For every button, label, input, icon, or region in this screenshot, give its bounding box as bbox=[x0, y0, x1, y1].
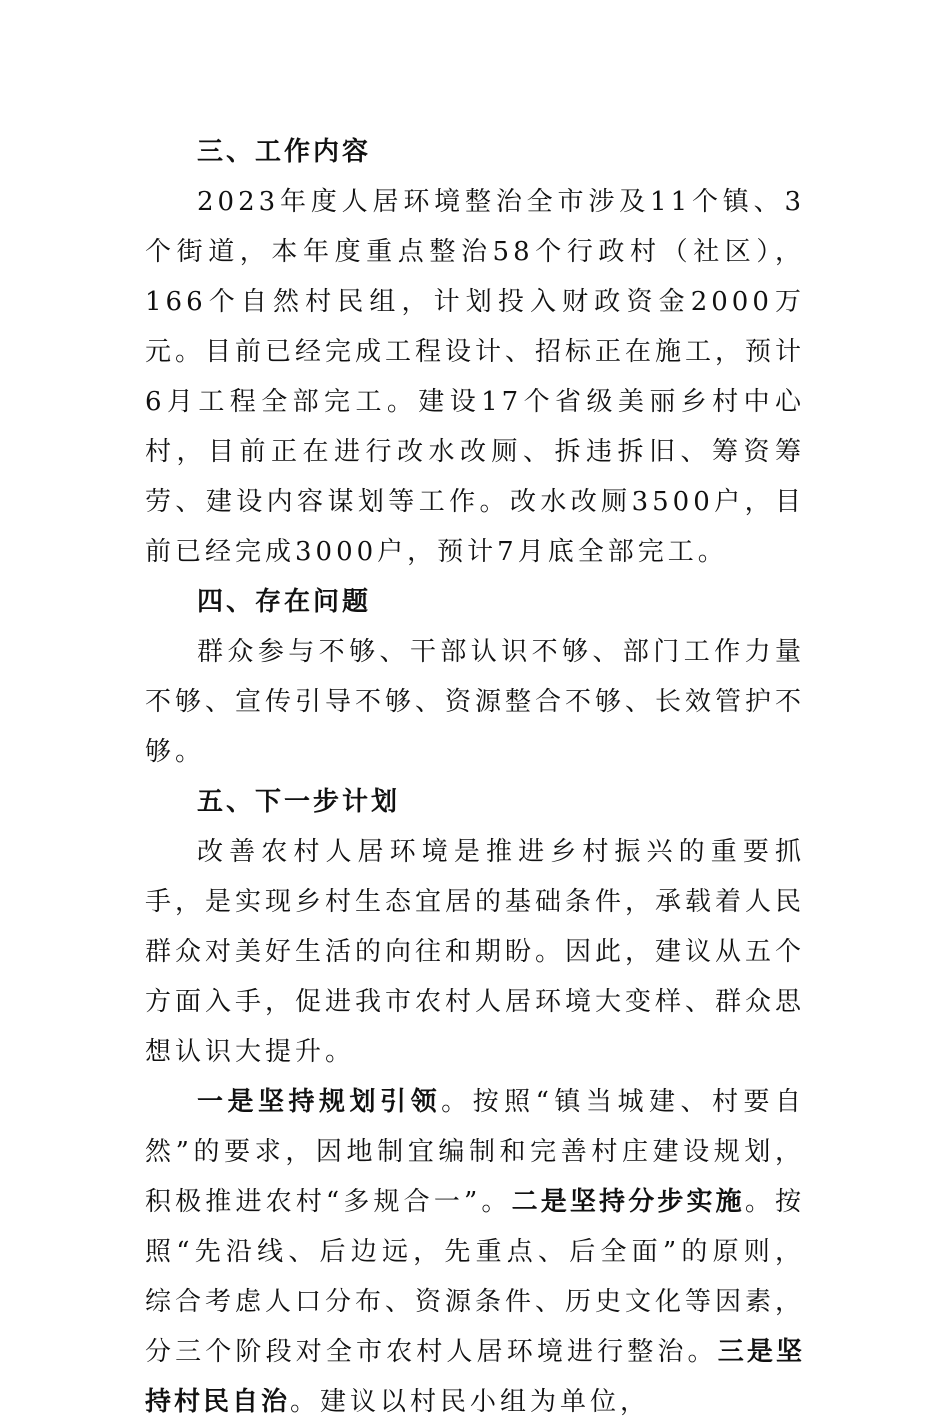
paragraph-problems: 群众参与不够、干部认识不够、部门工作力量不够、宣传引导不够、资源整合不够、长效管护不够。 bbox=[145, 637, 806, 767]
point-1-text: 。按照“镇当城建、村要自然”的要求，因地制宜编制和完善村庄建设规划，积极推进农村“多规合一”。 bbox=[145, 1087, 805, 1217]
document-page bbox=[145, 127, 805, 1427]
paragraph-next-plan-intro: 改善农村人居环境是推进乡村振兴的重要抓手，是实现乡村生态宜居的基础条件，承载着人民群众对美好生活的向往和期盼。因此，建议从五个方面入手，促进我市农村人居环境大变样、群众思想认识大提升。 bbox=[145, 837, 806, 1067]
point-3-title: 三是坚持村民自治 bbox=[145, 1337, 805, 1417]
paragraph-work-content: 2023年度人居环境整治全市涉及11个镇、3个街道，本年度重点整治58个行政村（社区），166个自然村民组，计划投入财政资金2000万元。目前已经完成工程设计、招标正在施工，预计6月工程全部完工。建设17个省级美丽乡村中心村，目前正在进行改水改厕、拆违拆旧、筹资筹劳、建设内容谋划等工作。改水改厕3500户，目前已经完成3000户，预计7月底全部完工。 bbox=[145, 187, 806, 567]
point-2-text: 。按照“先沿线、后边远，先重点、后全面”的原则，综合考虑人口分布、资源条件、历史文化等因素，分三个阶段对全市农村人居环境进行整治。 bbox=[145, 1187, 806, 1367]
section-heading-work-content: 三、工作内容 bbox=[197, 137, 372, 167]
paragraph-next-plan-points bbox=[145, 1077, 805, 1427]
point-1-title: 一是坚持规划引领 bbox=[197, 1087, 442, 1117]
point-2-title: 二是坚持分步实施 bbox=[511, 1187, 745, 1217]
section-heading-next-plan: 五、下一步计划 bbox=[197, 787, 401, 817]
point-3-text: 。建议以村民小组为单位， bbox=[290, 1387, 651, 1417]
section-heading-problems: 四、存在问题 bbox=[197, 587, 372, 617]
